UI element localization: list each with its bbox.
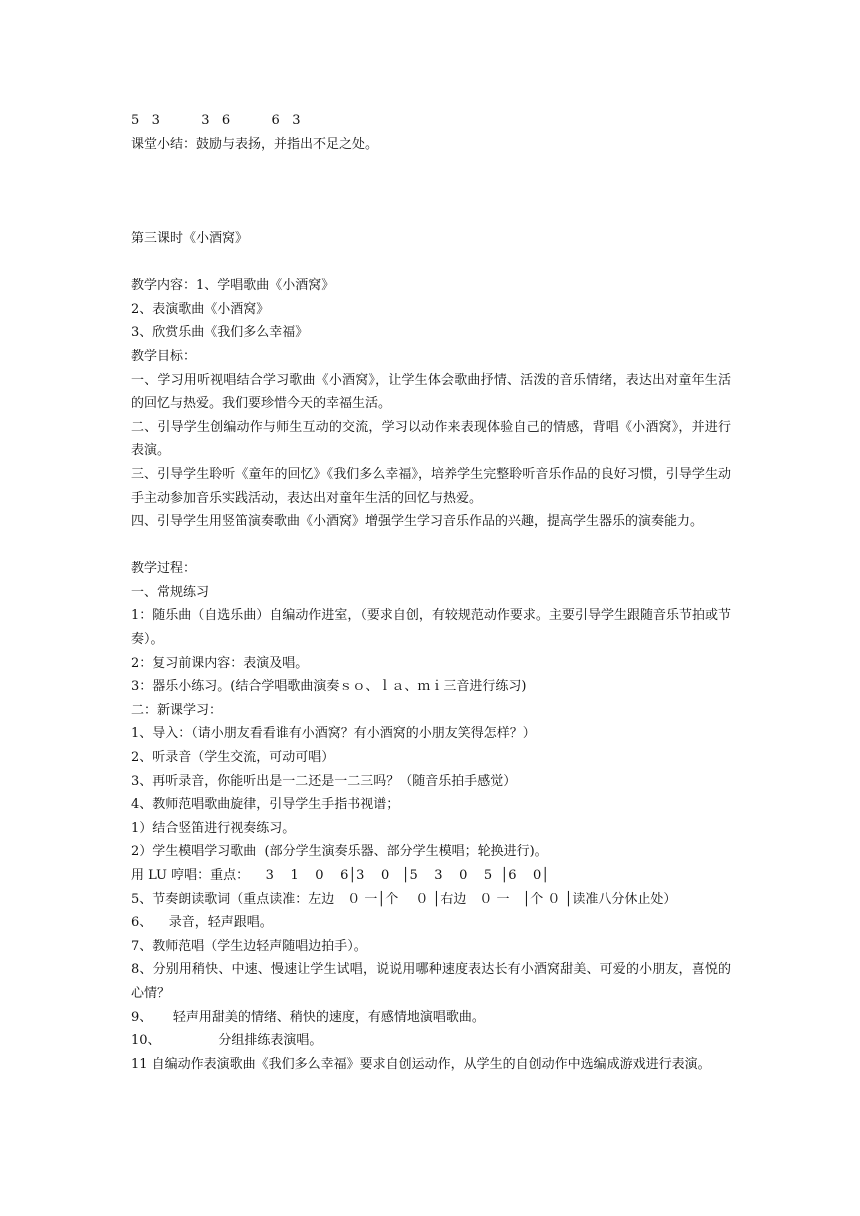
spacer — [131, 156, 731, 227]
goal-paragraph: 一、学习用听视唱结合学习歌曲《小酒窝》，让学生体会歌曲抒情、活泼的音乐情绪，表达出对童年生活的回忆与热爱。我们要珍惜今天的幸福生活。 — [131, 372, 731, 412]
lesson-title: 第三课时《小酒窝》 — [131, 230, 249, 246]
document-body — [131, 109, 731, 1076]
hum-notation-row: 用 LU 哼唱：重点： 3 1 0 6│3 0 │5 3 0 5 │6 0│ — [131, 868, 550, 884]
goal-paragraph: 四、引导学生用竖笛演奏歌曲《小酒窝》增强学生学习音乐作品的兴趣，提高学生器乐的演奏能力。 — [131, 514, 704, 530]
process-step: 3：器乐小练习。(结合学唱歌曲演奏ｓｏ、ｌａ、ｍｉ三音进行练习) — [131, 679, 527, 695]
process-step: 3、再听录音，你能听出是一二还是一二三吗？（随音乐拍手感觉） — [131, 773, 517, 789]
lesson-summary: 课堂小结：鼓励与表扬，并指出不足之处。 — [131, 136, 379, 152]
section-heading: 一、常规练习 — [131, 584, 210, 600]
content-item: 教学内容：1、学唱歌曲《小酒窝》 — [131, 278, 335, 294]
process-heading: 教学过程： — [131, 561, 197, 577]
goal-paragraph: 三、引导学生聆听《童年的回忆》《我们多么幸福》，培养学生完整聆听音乐作品的良好习惯，引导学生动手主动参加音乐实践活动，表达出对童年生活的回忆与热爱。 — [131, 466, 731, 506]
process-step: 1、导入：（请小朋友看看谁有小酒窝？有小酒窝的小朋友笑得怎样？） — [131, 726, 536, 742]
notation-row: 5 3 3 6 6 3 — [131, 113, 301, 128]
process-step: 10、 分组排练表演唱。 — [131, 1033, 323, 1049]
spacer — [131, 251, 731, 275]
process-step: 9、 轻声用甜美的情绪、稍快的速度，有感情地演唱歌曲。 — [131, 1009, 485, 1025]
content-item: 2、表演歌曲《小酒窝》 — [131, 301, 270, 317]
goal-paragraph: 二、引导学生创编动作与师生互动的交流，学习以动作来表现体验自己的情感，背唱《小酒窝》，并进行表演。 — [131, 419, 731, 459]
process-step: 8、分别用稍快、中速、慢速让学生试唱，说说用哪种速度表达长有小酒窝甜美、可爱的小朋友，喜悦的心情？ — [131, 962, 731, 1001]
process-substep: 2）学生模唱学习歌曲 (部分学生演奏乐器、部分学生模唱；轮换进行)。 — [131, 844, 548, 860]
section-heading: 二：新课学习： — [131, 702, 223, 718]
process-step: 2、听录音（学生交流，可动可唱） — [131, 750, 335, 766]
goals-heading: 教学目标： — [131, 348, 197, 364]
process-step: 7、教师范唱（学生边轻声随唱边拍手）。 — [131, 938, 367, 954]
process-step: 1：随乐曲（自选乐曲）自编动作进室，（要求自创，有较规范动作要求。主要引导学生跟随音乐节拍或节奏）。 — [131, 608, 731, 648]
spacer — [131, 534, 731, 558]
process-substep: 1）结合竖笛进行视奏练习。 — [131, 820, 296, 836]
process-step: 6、 录音，轻声跟唱。 — [131, 915, 273, 931]
process-step: 4、教师范唱歌曲旋律，引导学生手指书视谱； — [131, 797, 400, 813]
process-step: 2：复习前课内容：表演及唱。 — [131, 655, 309, 671]
process-step: 11 自编动作表演歌曲《我们多么幸福》要求自创运动作，从学生的自创动作中选编成游戏进行表演。 — [131, 1056, 711, 1072]
content-item: 3、欣赏乐曲《我们多么幸福》 — [131, 325, 309, 341]
process-step: 5、节奏朗读歌词（重点读准：左边 ０ 一│个 ０ │右边 ０ 一 │个 ０ │读准八分休止处） — [131, 891, 677, 907]
